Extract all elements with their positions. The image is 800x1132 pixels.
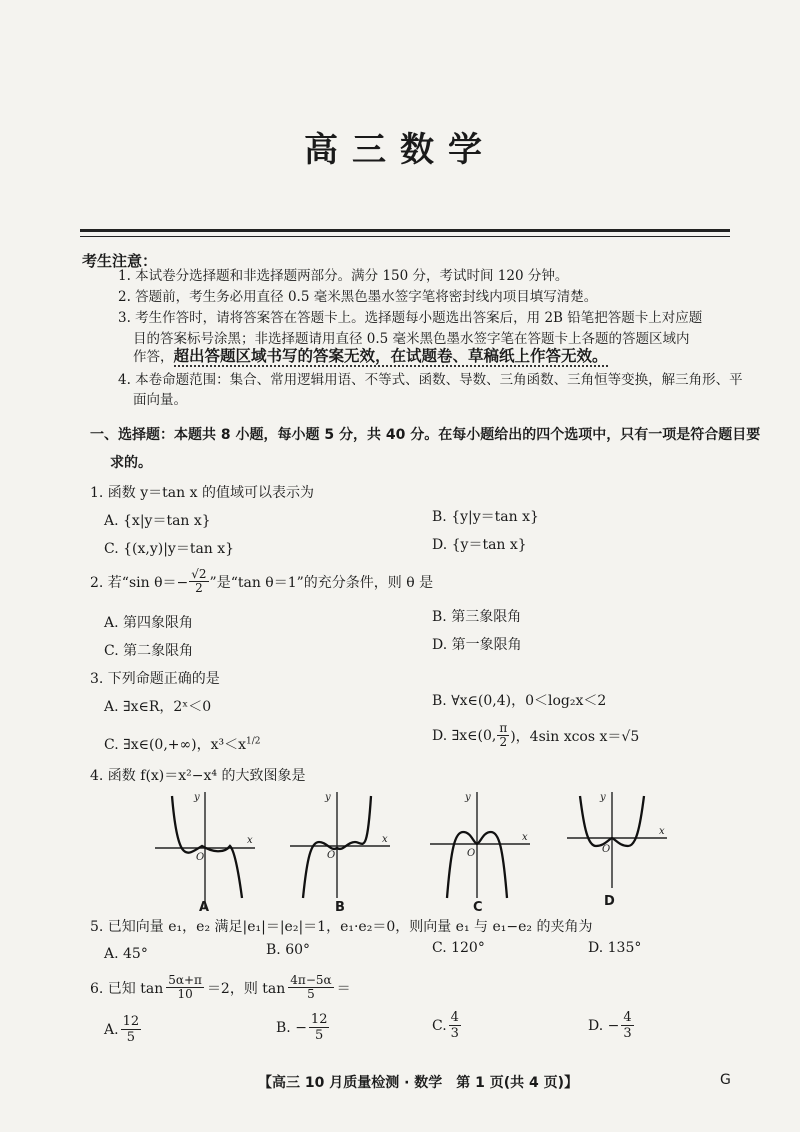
question-6-option-a-fraction (121, 1014, 142, 1045)
question-6-option-c-label: C. (432, 1017, 447, 1034)
question-3-option-a: A. ∃x∈R，2ˣ＜0 (104, 699, 212, 715)
question-3-option-c (104, 734, 261, 754)
question-6-stem-mid: ＝2，则 tan (206, 980, 286, 997)
graph-c-y-label: y (465, 792, 471, 803)
question-6-stem-prefix: 6. 已知 tan (90, 980, 164, 997)
question-5-option-d: D. 135° (588, 940, 642, 956)
question-6-option-a (104, 1014, 141, 1045)
notice-emphasis: 超出答题区域书写的答案无效，在试题卷、草稿纸上作答无效。 (173, 347, 608, 365)
notice-item-3-cont: 目的答案标号涂黑；非选择题请用直径 0.5 毫米黑色墨水签字笔在答题卡上各题的答题区域内 (133, 331, 690, 347)
question-2-option-d: D. 第一象限角 (432, 637, 522, 653)
question-3-stem: 3. 下列命题正确的是 (90, 671, 220, 687)
question-3-option-d-den: 2 (499, 735, 508, 749)
question-5-option-c: C. 120° (432, 940, 485, 956)
question-6-option-a-label: A. (104, 1021, 119, 1038)
question-1-option-a: A. {x|y＝tan x} (104, 513, 211, 529)
graph-b-x-label: x (382, 834, 388, 845)
question-6-option-d-label: D. − (588, 1017, 620, 1034)
graph-d-y-label: y (600, 792, 606, 803)
graph-a-x-label: x (247, 835, 253, 846)
notice-item-3: 3. 考生作答时，请将答案答在答题卡上。选择题每小题选出答案后，用 2B 铅笔把答题卡上对应题 (118, 310, 703, 326)
graph-d-x-label: x (659, 826, 665, 837)
question-3-option-c-exponent: 1/2 (246, 736, 261, 747)
question-6-option-d (588, 1010, 634, 1041)
graph-a-label: A (199, 900, 210, 915)
graph-c-origin: O (467, 848, 476, 859)
graph-c-label: C (473, 900, 483, 915)
notice-item-4: 4. 本卷命题范围：集合、常用逻辑用语、不等式、函数、导数、三角函数、三角恒等变换，解三角形、平 (118, 372, 743, 388)
question-3-option-c-text: C. ∃x∈(0,+∞)，x³＜x (104, 737, 247, 753)
graph-d-origin: O (602, 844, 611, 855)
question-6-option-d-den: 3 (623, 1026, 632, 1041)
question-6-option-c-fraction (449, 1010, 461, 1041)
section-heading-cont: 求的。 (110, 455, 152, 471)
question-3-option-d-prefix: D. ∃x∈(0, (432, 727, 497, 744)
question-5-option-a: A. 45° (104, 946, 148, 962)
question-3-option-d-suffix: )，4sin xcos x＝√5 (510, 728, 640, 745)
notice-item-4-cont: 面向量。 (133, 392, 187, 408)
question-6-fraction-2-den: 5 (307, 987, 315, 1001)
question-1-option-c: C. {(x,y)|y＝tan x} (104, 541, 235, 557)
graph-b-y-label: y (325, 792, 331, 803)
question-5-option-b: B. 60° (266, 942, 311, 958)
question-6-option-b (276, 1012, 329, 1043)
question-6-option-c-den: 3 (450, 1026, 459, 1041)
question-2-stem (90, 568, 433, 595)
graph-a (150, 788, 260, 916)
question-6-option-b-fraction (309, 1012, 330, 1043)
notice-item-3-end (133, 344, 608, 367)
graph-b (285, 788, 395, 916)
question-6-fraction-1-den: 10 (177, 987, 193, 1001)
question-6-option-d-num: 4 (623, 1010, 632, 1025)
notice-item-2: 2. 答题前，考生务必用直径 0.5 毫米黑色墨水签字笔将密封线内项目填写清楚。 (118, 289, 598, 305)
question-6-fraction-1-num: 5α+π (168, 973, 202, 987)
question-2-option-a: A. 第四象限角 (104, 615, 194, 631)
question-2-fraction (189, 568, 208, 595)
graph-b-label: B (335, 900, 345, 915)
question-6-stem (90, 974, 351, 1001)
graph-a-y-label: y (194, 792, 200, 803)
question-1-stem: 1. 函数 y＝tan x 的值域可以表示为 (90, 485, 314, 501)
question-2-stem-suffix: ”是“tan θ＝1”的充分条件，则 θ 是 (209, 574, 434, 591)
question-5-stem: 5. 已知向量 e₁，e₂ 满足|e₁|＝|e₂|＝1，e₁·e₂＝0，则向量 e₁ 与 e₁−e₂ 的夹角为 (90, 919, 593, 935)
question-1-option-b: B. {y|y＝tan x} (432, 509, 539, 525)
question-6-option-a-den: 5 (126, 1030, 135, 1045)
graph-c-x-label: x (522, 832, 528, 843)
question-6-option-b-den: 5 (315, 1028, 324, 1043)
question-6-option-b-num: 12 (310, 1012, 328, 1027)
question-6-fraction-1 (166, 974, 204, 1001)
graph-c (425, 788, 535, 916)
question-3-option-d (432, 722, 639, 749)
paper-code: G (720, 1072, 731, 1088)
graph-a-origin: O (196, 852, 205, 863)
question-6-option-c-num: 4 (450, 1010, 459, 1025)
question-1-option-d: D. {y＝tan x} (432, 537, 527, 553)
question-6-option-b-label: B. − (276, 1019, 307, 1036)
question-6-option-c (432, 1010, 461, 1041)
question-3-option-d-num: π (499, 721, 508, 735)
graph-d (562, 788, 672, 916)
notice-heading: 考生注意： (82, 252, 158, 270)
page-footer: 【高三 10 月质量检测 · 数学 第 1 页(共 4 页)】 (258, 1075, 579, 1091)
question-6-option-d-fraction (621, 1010, 633, 1041)
question-6-fraction-2 (288, 974, 333, 1001)
question-3-option-b: B. ∀x∈(0,4)，0＜log₂x＜2 (432, 693, 607, 709)
top-divider-thin (80, 236, 730, 237)
question-2-option-c: C. 第二象限角 (104, 643, 194, 659)
section-heading: 一、选择题：本题共 8 小题，每小题 5 分，共 40 分。在每小题给出的四个选项中，只有一项是符合题目要 (90, 427, 761, 443)
question-4-stem: 4. 函数 f(x)＝x²−x⁴ 的大致图象是 (90, 768, 306, 784)
question-6-fraction-2-num: 4π−5α (290, 973, 332, 987)
question-2-fraction-num: √2 (191, 567, 207, 581)
notice-item-3-prefix: 作答， (133, 349, 174, 365)
page-title: 高三数学 (304, 130, 496, 170)
question-2-stem-prefix: 2. 若“sin θ＝− (90, 574, 189, 591)
question-2-fraction-den: 2 (195, 581, 203, 595)
question-3-option-d-fraction (497, 722, 509, 749)
top-divider (80, 229, 730, 232)
question-2-option-b: B. 第三象限角 (432, 609, 522, 625)
graph-a-curve (172, 796, 242, 898)
question-6-option-a-num: 12 (122, 1014, 140, 1029)
question-6-stem-suffix: ＝ (336, 980, 351, 997)
notice-item-1: 1. 本试卷分选择题和非选择题两部分。满分 150 分，考试时间 120 分钟。 (118, 268, 569, 284)
graph-b-origin: O (327, 850, 336, 861)
graph-d-label: D (604, 894, 615, 909)
